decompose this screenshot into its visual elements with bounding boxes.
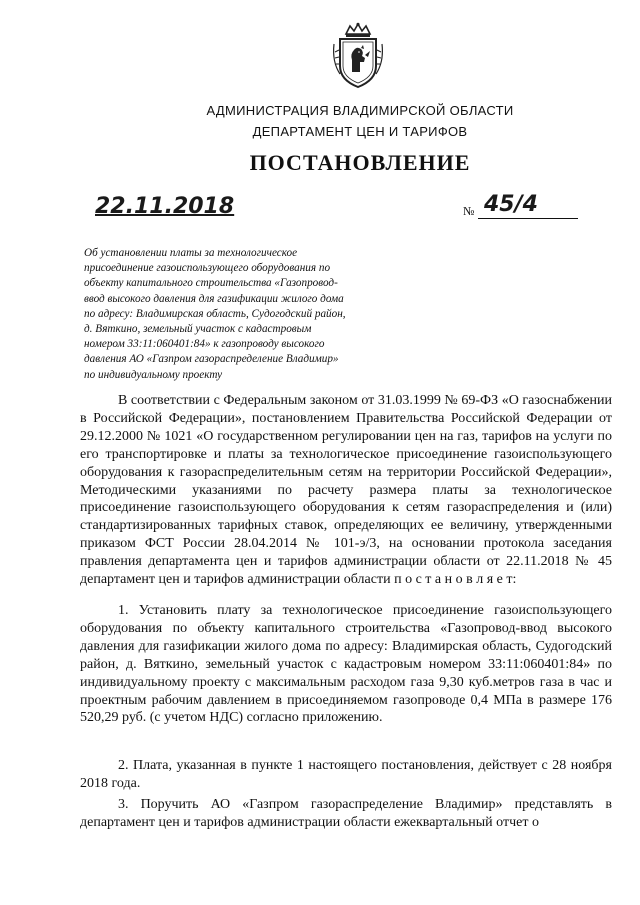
document-date: 22.11.2018: [95, 194, 235, 219]
subject-line: объекту капитального строительства «Газопровод-: [84, 277, 338, 290]
item-2-paragraph: [80, 757, 612, 793]
subject-line: давления АО «Газпром газораспределение Владимир»: [84, 353, 339, 366]
subject-line: Об установлении платы за технологическое: [84, 247, 298, 259]
item-2-text: 2. Плата, указанная в пункте 1 настоящего постановления, действует с 28 ноября 2018 года.: [80, 758, 612, 791]
coat-of-arms-icon: [330, 22, 386, 90]
document-type-title: ПОСТАНОВЛЕНИЕ: [249, 150, 471, 175]
subject-line: ввод высокого давления для газификации жилого дома: [84, 292, 344, 305]
subject-line: по адресу: Владимирская область, Судогодский район,: [84, 307, 346, 320]
item-3-paragraph: [80, 796, 612, 832]
subject-line: по индивидуальному проекту: [84, 368, 223, 381]
item-3-text: 3. Поручить АО «Газпром газораспределение Владимир» представлять в департамент цен и тарифов администрации области ежеквартальный отчет о: [80, 797, 612, 830]
document-number: 45/4: [484, 192, 538, 217]
subject-line: номером 33:11:060401:84» к газопроводу высокого: [84, 338, 325, 351]
item-1-paragraph: [80, 602, 612, 727]
subject-line: присоединение газоиспользующего оборудования по: [84, 262, 331, 275]
document-subject: [84, 246, 404, 383]
preamble-text: В соответствии с Федеральным законом от 31.03.1999 № 69-ФЗ «О газоснабжении в Российской Федерации», постановлением Правительства Российской Федерации от 29.12.2000 № 1021 «О государственном регулировании цен на газ, тарифов на услуги по его транспортировке и платы за технологическое присоединение газоиспользующего оборудования к газораспределительным сетям на территории Российской Федерации», Методическими указаниями по расчету размера платы за технологическое присоединение газоиспользующего оборудования к сетям газораспределения и (или) стандартизированных тарифных ставок, определяющих ее величину, утвержденными приказом ФСТ России 28.04.2014 № 101-э/3, на основании протокола заседания правления департамента цен и тарифов администрации области от 22.11.2018 № 45 департамент цен и тарифов администрации области п о с т а н о в л я е т:: [80, 393, 612, 588]
org-name-line2: ДЕПАРТАМЕНТ ЦЕН И ТАРИФОВ: [252, 124, 468, 139]
subject-line: д. Вяткино, земельный участок с кадастровым: [84, 323, 312, 336]
org-name-line1: АДМИНИСТРАЦИЯ ВЛАДИМИРСКОЙ ОБЛАСТИ: [206, 103, 514, 118]
item-1-text: 1. Установить плату за технологическое присоединение газоиспользующего оборудования по объекту капитального строительства «Газопровод-ввод высокого давления для газификации жилого дома по адресу: Владимирская область, Судогодский район, д. Вяткино, земельный участок с кадастровым номером 33:11:060401:84» по индивидуальному проекту с максимальным расходом газа 9,30 куб.метров газа в час и проектным рабочим давлением в присоединяемом газопроводе 0,4 МПа в размере 176 520,29 руб. (с учетом НДС) согласно приложению.: [80, 603, 612, 726]
number-label: №: [463, 204, 475, 218]
number-underline: [478, 218, 578, 219]
preamble-paragraph: [80, 392, 612, 589]
